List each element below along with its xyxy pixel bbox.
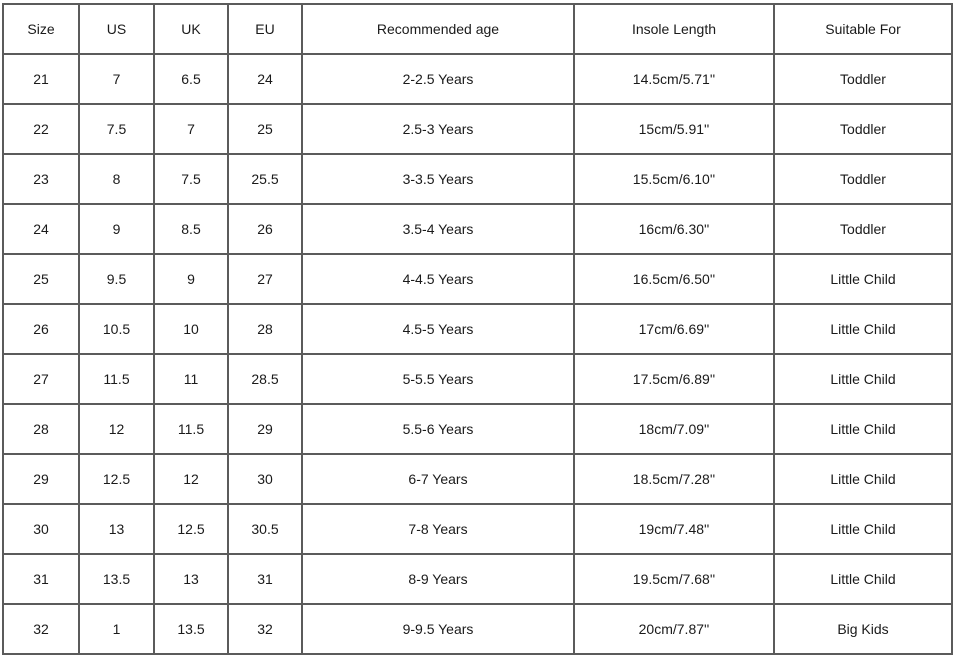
insole-length-cell: 17cm/6.69'': [574, 304, 774, 354]
size-cell: 28: [3, 404, 79, 454]
us-cell: 1: [79, 604, 154, 654]
size-cell: 27: [3, 354, 79, 404]
age-cell: 3.5-4 Years: [302, 204, 574, 254]
suitable-for-cell: Little Child: [774, 354, 952, 404]
uk-cell: 9: [154, 254, 228, 304]
table-row: [3, 504, 952, 554]
table-body: [3, 54, 952, 654]
us-cell: 12.5: [79, 454, 154, 504]
suitable-for-cell: Little Child: [774, 504, 952, 554]
insole-length-cell: 15.5cm/6.10'': [574, 154, 774, 204]
suitable-for-cell: Little Child: [774, 304, 952, 354]
size-cell: 21: [3, 54, 79, 104]
table-row: [3, 254, 952, 304]
table-row: [3, 554, 952, 604]
size-cell: 25: [3, 254, 79, 304]
table-row: [3, 54, 952, 104]
uk-cell: 6.5: [154, 54, 228, 104]
age-cell: 9-9.5 Years: [302, 604, 574, 654]
size-chart: [2, 3, 953, 655]
us-cell: 13: [79, 504, 154, 554]
size-cell: 24: [3, 204, 79, 254]
age-cell: 8-9 Years: [302, 554, 574, 604]
eu-cell: 30: [228, 454, 302, 504]
header-suitable-for: Suitable For: [774, 4, 952, 54]
age-cell: 7-8 Years: [302, 504, 574, 554]
size-table: [2, 3, 953, 655]
eu-cell: 32: [228, 604, 302, 654]
uk-cell: 10: [154, 304, 228, 354]
header-recommended-age: Recommended age: [302, 4, 574, 54]
suitable-for-cell: Toddler: [774, 204, 952, 254]
eu-cell: 30.5: [228, 504, 302, 554]
suitable-for-cell: Toddler: [774, 104, 952, 154]
insole-length-cell: 18.5cm/7.28'': [574, 454, 774, 504]
header-size: Size: [3, 4, 79, 54]
insole-length-cell: 19cm/7.48'': [574, 504, 774, 554]
table-row: [3, 354, 952, 404]
eu-cell: 25.5: [228, 154, 302, 204]
insole-length-cell: 14.5cm/5.71'': [574, 54, 774, 104]
uk-cell: 13.5: [154, 604, 228, 654]
table-header-row: [3, 4, 952, 54]
insole-length-cell: 19.5cm/7.68'': [574, 554, 774, 604]
suitable-for-cell: Big Kids: [774, 604, 952, 654]
size-cell: 32: [3, 604, 79, 654]
size-cell: 26: [3, 304, 79, 354]
age-cell: 5.5-6 Years: [302, 404, 574, 454]
suitable-for-cell: Little Child: [774, 554, 952, 604]
uk-cell: 12: [154, 454, 228, 504]
eu-cell: 28: [228, 304, 302, 354]
us-cell: 7.5: [79, 104, 154, 154]
age-cell: 4.5-5 Years: [302, 304, 574, 354]
table-row: [3, 154, 952, 204]
table-row: [3, 304, 952, 354]
insole-length-cell: 20cm/7.87'': [574, 604, 774, 654]
us-cell: 12: [79, 404, 154, 454]
us-cell: 10.5: [79, 304, 154, 354]
insole-length-cell: 15cm/5.91'': [574, 104, 774, 154]
suitable-for-cell: Little Child: [774, 254, 952, 304]
uk-cell: 7: [154, 104, 228, 154]
us-cell: 13.5: [79, 554, 154, 604]
uk-cell: 11.5: [154, 404, 228, 454]
header-us: US: [79, 4, 154, 54]
table-row: [3, 104, 952, 154]
suitable-for-cell: Toddler: [774, 54, 952, 104]
table-row: [3, 454, 952, 504]
eu-cell: 28.5: [228, 354, 302, 404]
insole-length-cell: 16.5cm/6.50'': [574, 254, 774, 304]
table-row: [3, 404, 952, 454]
suitable-for-cell: Little Child: [774, 454, 952, 504]
insole-length-cell: 17.5cm/6.89'': [574, 354, 774, 404]
age-cell: 4-4.5 Years: [302, 254, 574, 304]
eu-cell: 27: [228, 254, 302, 304]
age-cell: 2.5-3 Years: [302, 104, 574, 154]
eu-cell: 24: [228, 54, 302, 104]
eu-cell: 25: [228, 104, 302, 154]
age-cell: 3-3.5 Years: [302, 154, 574, 204]
us-cell: 9.5: [79, 254, 154, 304]
us-cell: 9: [79, 204, 154, 254]
us-cell: 8: [79, 154, 154, 204]
header-eu: EU: [228, 4, 302, 54]
insole-length-cell: 16cm/6.30'': [574, 204, 774, 254]
age-cell: 6-7 Years: [302, 454, 574, 504]
eu-cell: 26: [228, 204, 302, 254]
size-cell: 30: [3, 504, 79, 554]
us-cell: 11.5: [79, 354, 154, 404]
uk-cell: 13: [154, 554, 228, 604]
eu-cell: 29: [228, 404, 302, 454]
age-cell: 2-2.5 Years: [302, 54, 574, 104]
table-row: [3, 204, 952, 254]
suitable-for-cell: Little Child: [774, 404, 952, 454]
eu-cell: 31: [228, 554, 302, 604]
uk-cell: 11: [154, 354, 228, 404]
age-cell: 5-5.5 Years: [302, 354, 574, 404]
header-insole-length: Insole Length: [574, 4, 774, 54]
size-cell: 29: [3, 454, 79, 504]
suitable-for-cell: Toddler: [774, 154, 952, 204]
size-cell: 23: [3, 154, 79, 204]
uk-cell: 12.5: [154, 504, 228, 554]
insole-length-cell: 18cm/7.09'': [574, 404, 774, 454]
uk-cell: 7.5: [154, 154, 228, 204]
size-cell: 22: [3, 104, 79, 154]
size-cell: 31: [3, 554, 79, 604]
uk-cell: 8.5: [154, 204, 228, 254]
table-row: [3, 604, 952, 654]
us-cell: 7: [79, 54, 154, 104]
header-uk: UK: [154, 4, 228, 54]
